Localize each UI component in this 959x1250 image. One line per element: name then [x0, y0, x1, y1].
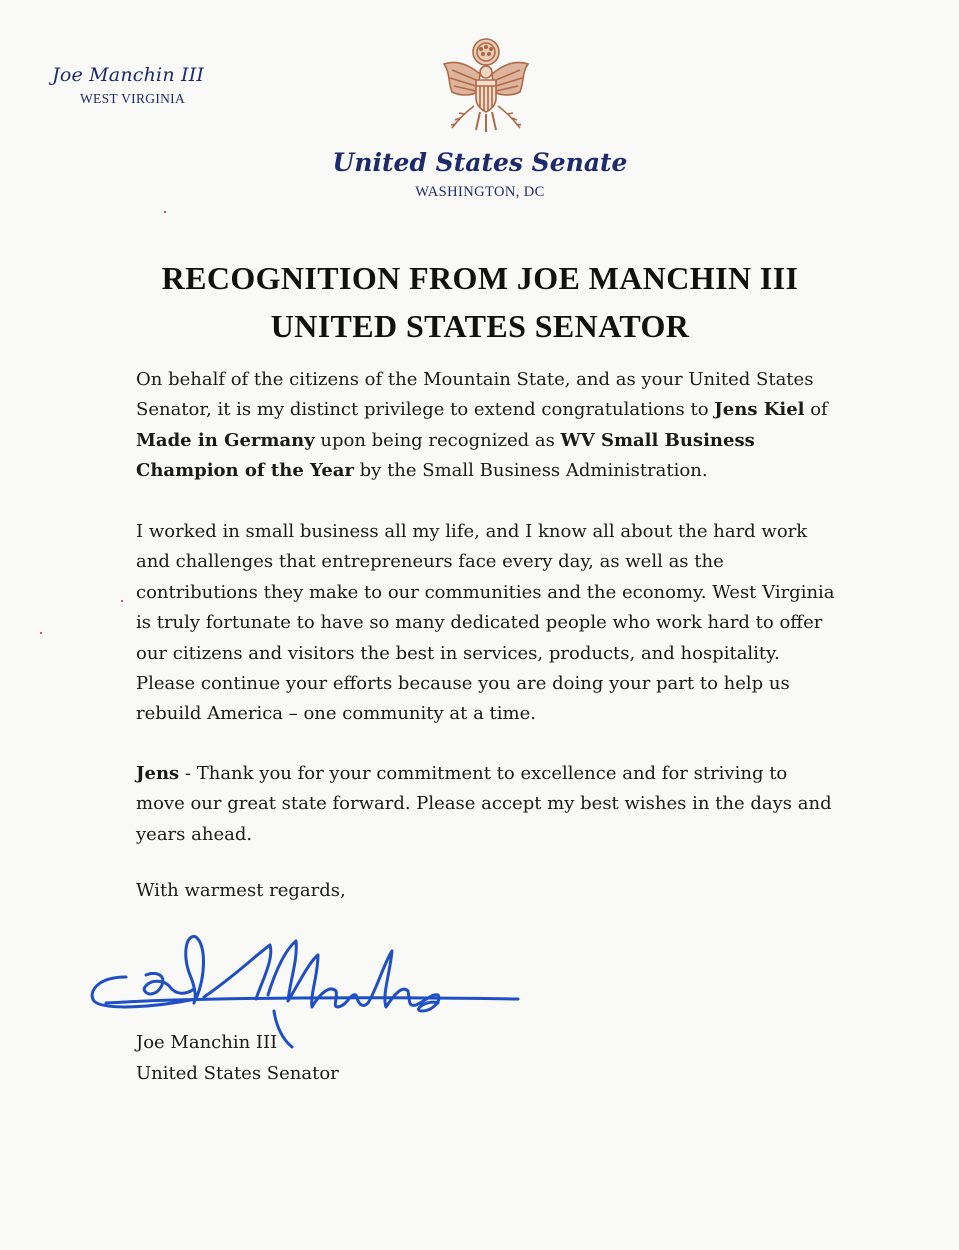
institution-name: United States Senate: [332, 148, 628, 177]
sender-state: WEST VIRGINIA: [80, 91, 186, 106]
company-name: Made in Germany: [136, 429, 315, 451]
paragraph-3: [136, 759, 836, 850]
great-seal-eagle-icon: [430, 34, 542, 146]
paragraph-1-text-d: by the Small Business Administration.: [353, 460, 708, 482]
paragraph-1-text-c: upon being recognized as: [314, 429, 561, 451]
title-line-2: UNITED STATES SENATOR: [270, 308, 690, 344]
paragraph-1-text-b: of: [804, 399, 828, 421]
paper-speck: [40, 632, 42, 634]
paragraph-2: I worked in small business all my life, and I know all about the hard work and challenges that entrepreneurs face every day, as well as the contributions they make to our communities and the economy. West Virginia is truly fortunate to have so many dedicated people who work hard to offer our citizens and visitors the best in services, products, and hospitality. Please continue your efforts because you are doing your part to help us rebuild America – one community at a time.: [136, 521, 835, 725]
closing: With warmest regards,: [136, 880, 346, 901]
signatory-name: Joe Manchin III: [136, 1032, 278, 1053]
handwritten-signature: [86, 915, 526, 1055]
paper-speck: [121, 600, 123, 602]
award-name: WV Small Business Champion of the Year: [136, 429, 755, 482]
paragraph-1-text-a: On behalf of the citizens of the Mountain State, and as your United States Senator, it is my distinct privilege to extend congratulations to: [136, 369, 814, 421]
paper-speck: [164, 211, 166, 213]
paragraph-3-text: - Thank you for your commitment to excellence and for striving to move our great state forward. Please accept my best wishes in the days and years ahead.: [136, 763, 832, 845]
title-line-1: RECOGNITION FROM JOE MANCHIN III: [161, 260, 799, 296]
addressee-name: Jens: [136, 763, 180, 784]
sender-name: Joe Manchin III: [52, 64, 205, 86]
signatory-title: United States Senator: [136, 1063, 339, 1084]
letter-title: [60, 254, 900, 350]
recipient-name: Jens Kiel: [714, 399, 805, 421]
institution-city: WASHINGTON, DC: [415, 184, 545, 200]
paragraph-1: [136, 365, 836, 487]
